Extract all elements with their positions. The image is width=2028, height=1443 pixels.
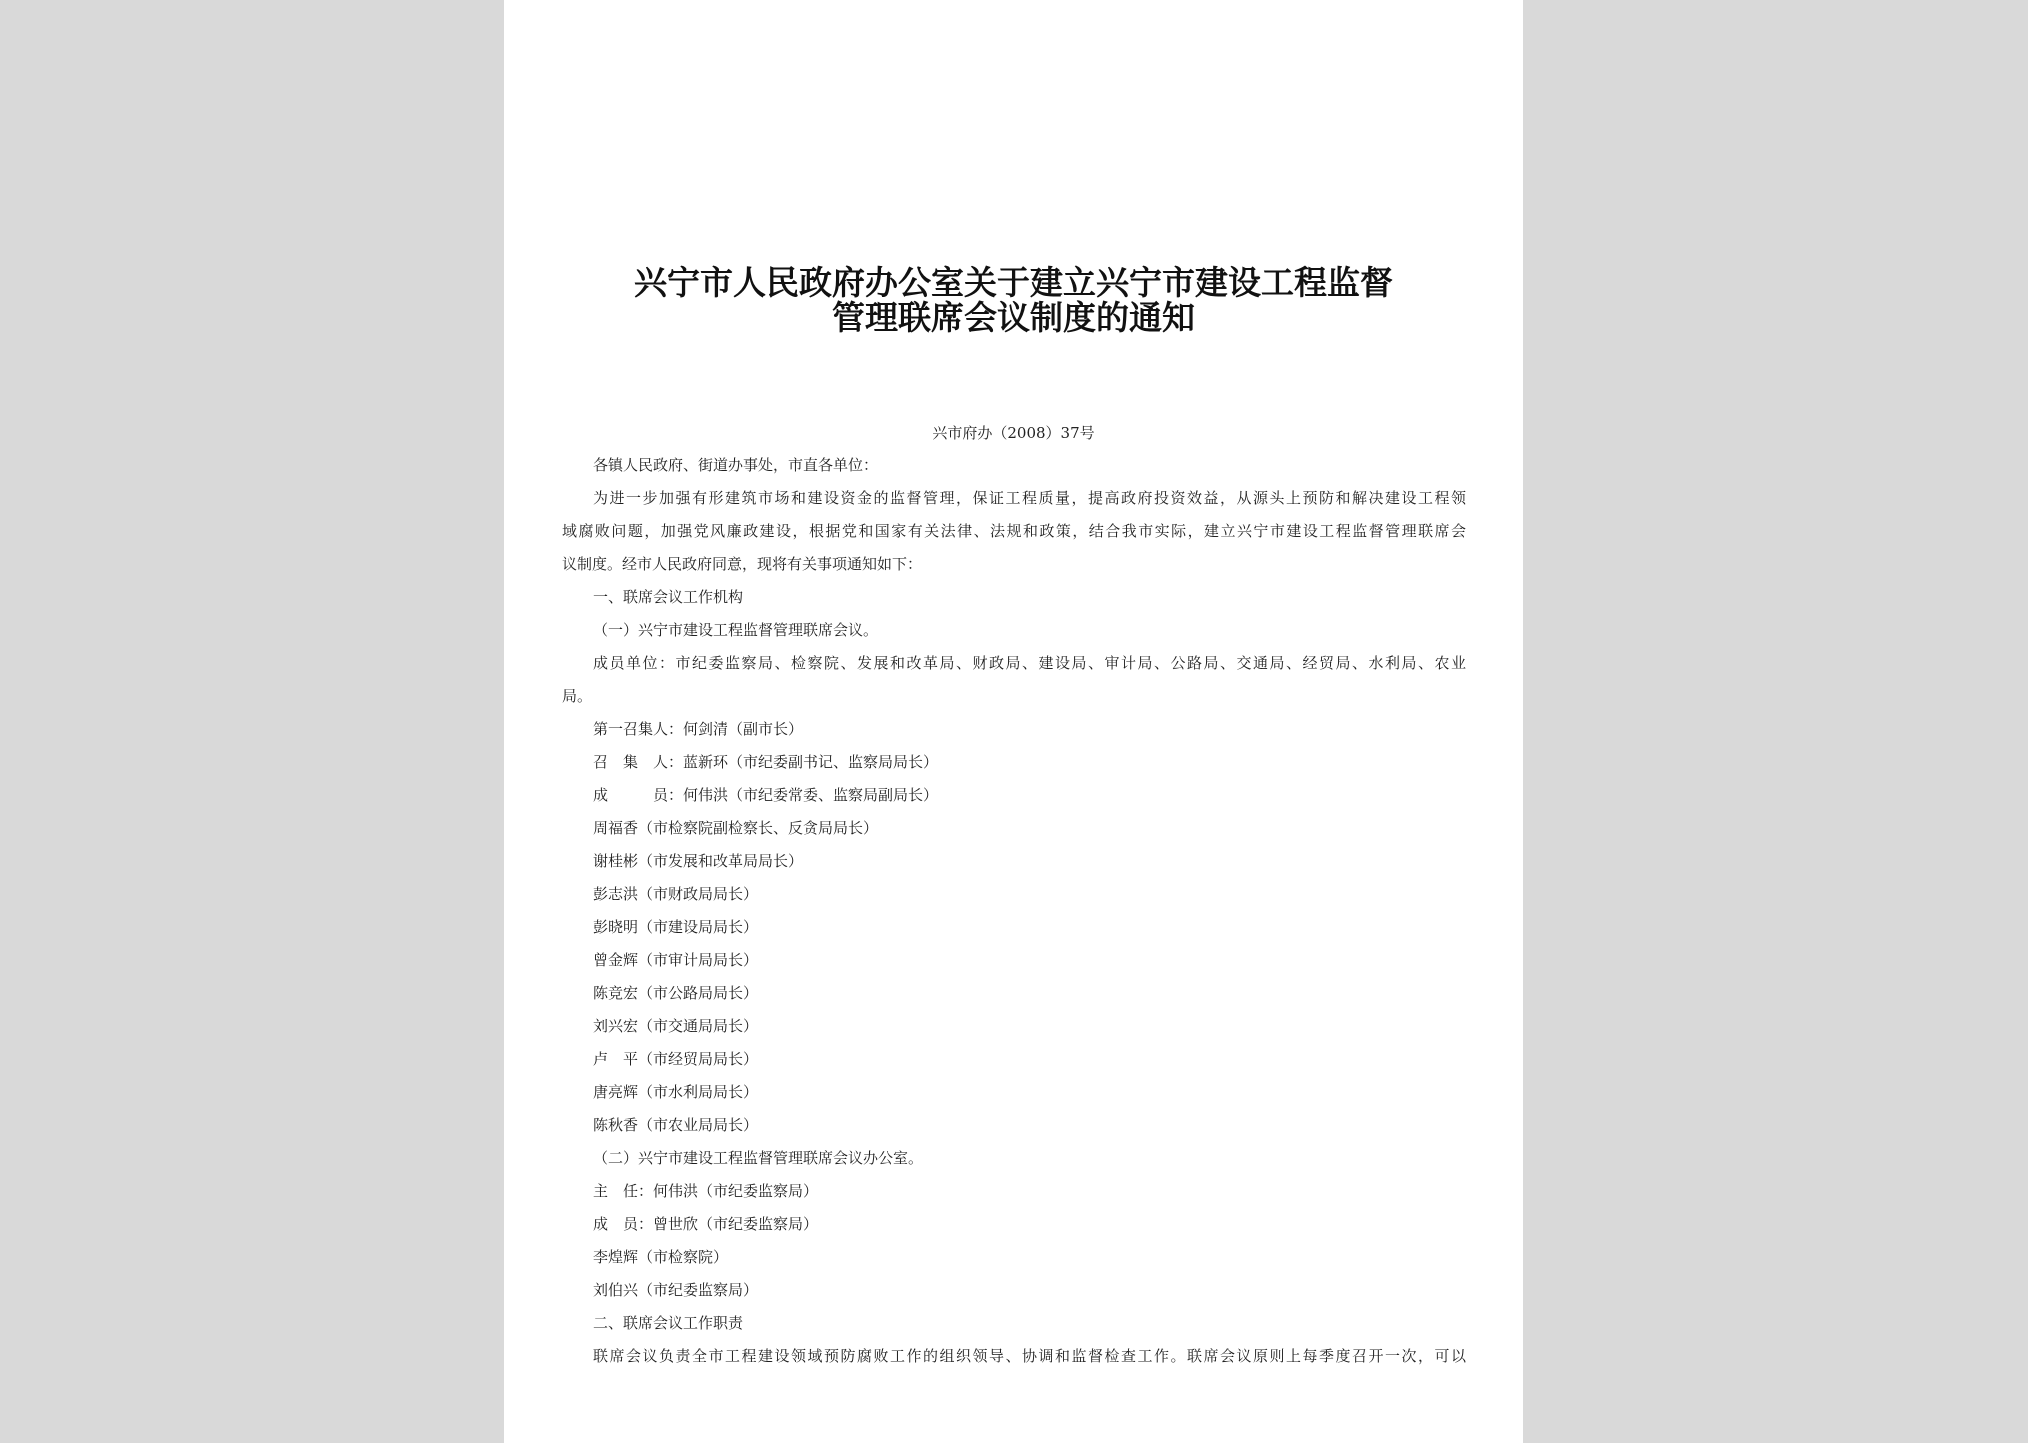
- body-line: 成员单位：市纪委监察局、检察院、发展和改革局、财政局、建设局、审计局、公路局、交通局、经贸局、水利局、农业: [593, 654, 1466, 672]
- document-title-line-2: 管理联席会议制度的通知: [832, 298, 1195, 337]
- member-line: 曾金辉（市审计局局长）: [593, 951, 759, 969]
- body-line: 域腐败问题，加强党风廉政建设，根据党和国家有关法律、法规和政策，结合我市实际，建立兴宁市建设工程监督管理联席会: [562, 522, 1466, 540]
- member-line: 李煌辉（市检察院）: [593, 1248, 729, 1266]
- subsection-heading: （二）兴宁市建设工程监督管理联席会议办公室。: [593, 1149, 924, 1167]
- document-title-line-1: 兴宁市人民政府办公室关于建立兴宁市建设工程监督: [634, 263, 1393, 302]
- member-line: 唐亮辉（市水利局局长）: [593, 1083, 759, 1101]
- section-heading: 二、联席会议工作职责: [593, 1314, 744, 1332]
- body-line: 局。: [562, 687, 593, 705]
- addressee-line: 各镇人民政府、街道办事处，市直各单位：: [593, 456, 879, 474]
- member-line: 刘兴宏（市交通局局长）: [593, 1017, 759, 1035]
- document-page: [504, 0, 1523, 1443]
- body-line: 联席会议负责全市工程建设领域预防腐败工作的组织领导、协调和监督检查工作。联席会议原则上每季度召开一次，可以: [593, 1347, 1466, 1365]
- document-number: 兴市府办（2008）37号: [932, 424, 1095, 442]
- body-line: 议制度。经市人民政府同意，现将有关事项通知如下：: [562, 555, 923, 573]
- member-line: 卢 平（市经贸局局长）: [593, 1050, 759, 1068]
- member-line: 成 员：何伟洪（市纪委常委、监察局副局长）: [593, 786, 939, 804]
- member-line: 谢桂彬（市发展和改革局局长）: [593, 852, 804, 870]
- body-line: 为进一步加强有形建筑市场和建设资金的监督管理，保证工程质量，提高政府投资效益，从源头上预防和解决建设工程领: [593, 489, 1466, 507]
- member-line: 周福香（市检察院副检察长、反贪局局长）: [593, 819, 879, 837]
- member-line: 第一召集人：何剑清（副市长）: [593, 720, 804, 738]
- member-line: 刘伯兴（市纪委监察局）: [593, 1281, 759, 1299]
- subsection-heading: （一）兴宁市建设工程监督管理联席会议。: [593, 621, 879, 639]
- member-line: 彭晓明（市建设局局长）: [593, 918, 759, 936]
- member-line: 彭志洪（市财政局局长）: [593, 885, 759, 903]
- member-line: 陈秋香（市农业局局长）: [593, 1116, 759, 1134]
- member-line: 主 任：何伟洪（市纪委监察局）: [593, 1182, 819, 1200]
- member-line: 陈竞宏（市公路局局长）: [593, 984, 759, 1002]
- member-line: 成 员：曾世欣（市纪委监察局）: [593, 1215, 819, 1233]
- section-heading: 一、联席会议工作机构: [593, 588, 744, 606]
- member-line: 召 集 人：蓝新环（市纪委副书记、监察局局长）: [593, 753, 939, 771]
